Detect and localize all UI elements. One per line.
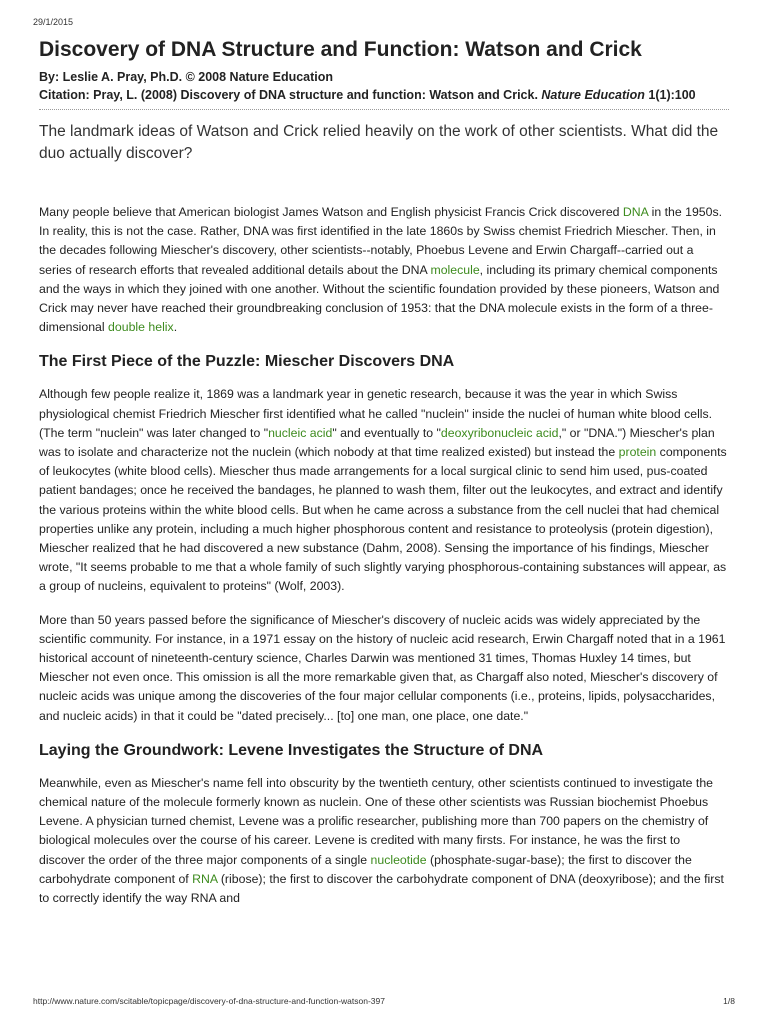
citation-text: Citation: Pray, L. (2008) Discovery of DNA structure and function: Watson and Crick. [39,88,542,102]
header-divider [39,109,729,110]
miescher-paragraph-2: More than 50 years passed before the significance of Miescher's discovery of nucleic acids was widely appreciated by the scientific community. For instance, in a 1971 essay on the history of nucleic acid research, Erwin Chargaff noted that in a 1961 historical account of nineteenth-century science, Charles Darwin was mentioned 31 times, Thomas Huxley 14 times, but Miescher not even once. This omission is all the more remarkable given that, as Chargaff also noted, Miescher's discovery of nucleic acids was unique among the discoveries of the four major cellular components (i.e., proteins, lipids, polysaccharides, and nucleic acids) in that it could be "dated precisely... [to] one man, one place, one date." [39,612,726,723]
article-title: Discovery of DNA Structure and Function: Watson and Crick [39,38,642,61]
citation-volume: 1(1):100 [644,88,696,102]
section-heading-levene: Laying the Groundwork: Levene Investigates the Structure of DNA [39,741,544,759]
link-double-helix[interactable]: double helix [108,320,174,335]
print-date: 29/1/2015 [33,17,74,27]
article-meta [39,68,729,104]
byline: By: Leslie A. Pray, Ph.D. © 2008 Nature Education [39,70,334,84]
link-nucleotide[interactable]: nucleotide [370,852,427,867]
link-protein[interactable]: protein [618,445,657,460]
page-number: 1/8 [723,996,735,1006]
section-heading-miescher: The First Piece of the Puzzle: Miescher Discovers DNA [39,353,455,371]
article [39,36,729,908]
intro-paragraph: Many people believe that American biologist James Watson and English physicist Francis Crick discovered DNA in the 1950s. In reality, this is not the case. Rather, DNA was first identified in the late 1860s by Swiss chemist Friedrich Miescher. Then, in the decades following Miescher's discovery, other scientists--notably, Phoebus Levene and Erwin Chargaff--carried out a series of research efforts that revealed additional details about the DNA molecule, including its primary chemical components and the ways in which they joined with one another. Without the scientific foundation provided by these pioneers, Watson and Crick may never have reached their groundbreaking conclusion of 1953: that the DNA molecule exists in the form of a three-dimensional double helix. [39,205,723,335]
citation [39,86,729,104]
link-dna[interactable]: DNA [622,205,649,219]
footer-url: http://www.nature.com/scitable/topicpage/discovery-of-dna-structure-and-function-watson-397 [33,996,385,1006]
miescher-paragraph-1: Although few people realize it, 1869 was a landmark year in genetic research, because it was the year in which Swiss physiological chemist Friedrich Miescher first identified what he called "nuclein" inside the nuclei of human white blood cells. (The term "nuclein" was later changed to "nucleic acid" and eventually to "deoxyribonucleic acid," or "DNA.") Miescher's plan was to isolate and characterize not the nuclein (which nobody at that time realized existed) but instead the protein components of leukocytes (white blood cells). Miescher thus made arrangements for a local surgical clinic to send him used, pus-coated patient bandages; once he received the bandages, he planned to wash them, filter out the leukocytes, and extract and identify the various proteins within the white blood cells. But when he came across a substance from the cell nuclei that had chemical properties unlike any protein, including a much higher phosphorous content and resistance to proteolysis (protein digestion), Miescher realized that he had discovered a new substance (Dahm, 2008). Sensing the importance of his findings, Miescher wrote, "It seems probable to me that a whole family of such slightly varying phosphorous-containing substances will appear, as a group of nucleins, equivalent to proteins" (Wolf, 2003). [39,387,727,594]
levene-paragraph-1: Meanwhile, even as Miescher's name fell into obscurity by the twentieth century, other scientists continued to investigate the chemical nature of the molecule formerly known as nuclein. One of these other scientists was Russian biochemist Phoebus Levene. A physician turned chemist, Levene was a prolific researcher, publishing more than 700 papers on the chemistry of biological molecules over the course of his career. Levene is credited with many firsts. For instance, he was the first to discover the order of the three major components of a single nucleotide (phosphate-sugar-base); the first to discover the carbohydrate component of RNA (ribose); the first to discover the carbohydrate component of DNA (deoxyribose); and the first to correctly identify the way RNA and [39,775,724,906]
citation-journal: Nature Education [541,88,645,102]
link-nucleic-acid[interactable]: nucleic acid [268,425,333,440]
lead-summary: The landmark ideas of Watson and Crick relied heavily on the work of other scientists. What did the duo actually discover? [39,123,719,162]
link-molecule[interactable]: molecule [430,262,480,277]
link-deoxyribonucleic-acid[interactable]: deoxyribonucleic acid [440,425,559,440]
link-rna[interactable]: RNA [192,871,218,886]
